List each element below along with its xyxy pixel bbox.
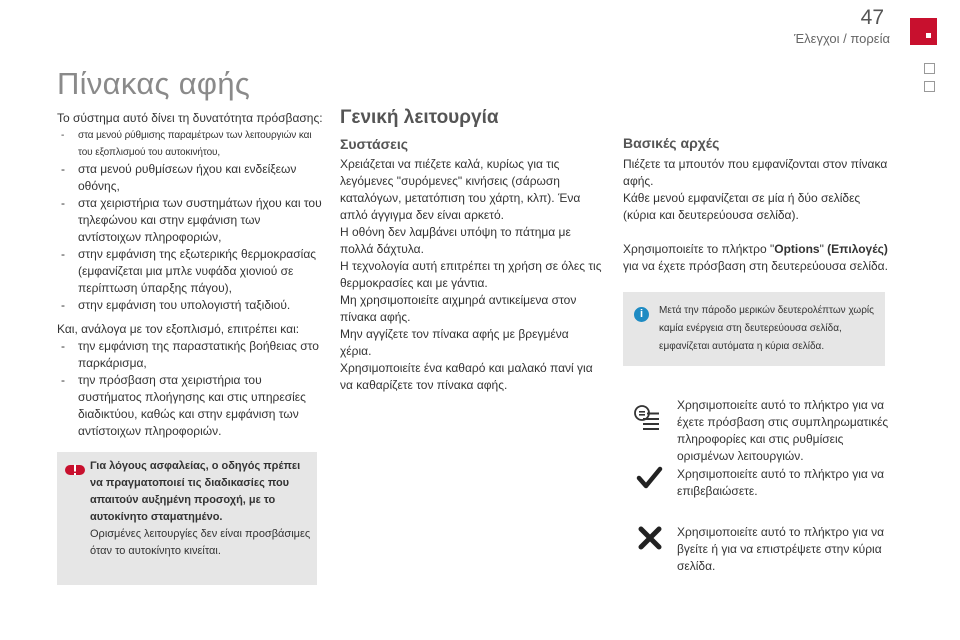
paragraph: Μη χρησιμοποιείτε αιχμηρά αντικείμενα στον πίνακα αφής.: [340, 293, 577, 324]
exit-key-description: Χρησιμοποιείτε αυτό το πλήκτρο για να βγείτε ή για να επιστρέψετε στην κύρια σελίδα.: [677, 525, 885, 573]
info-box: [623, 292, 885, 366]
list-item: - την εμφάνιση της παραστατικής βοήθειας στο παρκάρισμα,: [57, 338, 323, 372]
check-icon: [636, 464, 664, 492]
paragraph: Η τεχνολογία αυτή επιτρέπει τη χρήση σε όλες τις θερμοκρασίες και με γάντια.: [340, 259, 602, 290]
general-heading: Γενική λειτουργία: [340, 107, 499, 128]
equipment-list: [57, 338, 323, 440]
paragraph: Χρησιμοποιείτε ένα καθαρό και μαλακό πανί για να καθαρίζετε τον πίνακα αφής.: [340, 361, 593, 392]
page-title: Πίνακας αφής: [57, 66, 251, 101]
safety-warning-box: [57, 452, 317, 585]
warning-icon: [65, 460, 85, 480]
close-icon: [636, 524, 664, 552]
basics-text: [623, 156, 893, 275]
recommendations-text: [340, 156, 602, 394]
intro-text-2: Και, ανάλογα με τον εξοπλισμό, επιτρέπει και:: [57, 322, 300, 336]
warning-bold: Για λόγους ασφαλείας, ο οδηγός πρέπει να πραγματοποιεί τις διαδικασίες που απαιτούν αυξημένη προσοχή, με το αυτοκίνητο σταματημένο.: [90, 460, 301, 523]
access-list: [57, 127, 323, 314]
paragraph: Η οθόνη δεν λαμβάνει υπόψη το πάτημα με πολλά δάχτυλα.: [340, 225, 571, 256]
warning-text: [90, 458, 312, 560]
paragraph: Πιέζετε τα μπουτόν που εμφανίζονται στον πίνακα αφής.: [623, 157, 888, 188]
confirm-key-description: Χρησιμοποιείτε αυτό το πλήκτρο για να επιβεβαιώσετε.: [677, 467, 885, 498]
options-key-label: Options: [774, 242, 820, 256]
paragraph: Χρειάζεται να πιέζετε καλά, κυρίως για τις λεγόμενες "συρόμενες" κινήσεις (σάρωση καταλόγων, μετατόπιση του χάρτη, κλπ). Ένα απλό άγγιγμα δεν είναι αρκετό.: [340, 157, 581, 222]
info-icon: i: [634, 307, 649, 322]
paragraph: Μην αγγίζετε τον πίνακα αφής με βρεγμένα χέρια.: [340, 327, 569, 358]
recommendations-heading: Συστάσεις: [340, 136, 408, 152]
options-menu-icon: [633, 404, 661, 432]
list-item: - στα χειριστήρια των συστημάτων ήχου και του τηλεφώνου και στην εμφάνιση των αντίστοιχων πληροφοριών,: [57, 195, 323, 246]
chapter-tab-active: [910, 18, 937, 45]
list-item: - την πρόσβαση στα χειριστήρια του συστήματος πλοήγησης και στις υπηρεσίες διαδικτύου, καθώς και στην εμφάνιση των αντίστοιχων πληροφοριών.: [57, 372, 323, 440]
list-item: - στα μενού ρύθμισης παραμέτρων των λειτουργιών και του εξοπλισμού του αυτοκινήτου,: [57, 127, 323, 161]
intro-column: [57, 110, 323, 440]
page-number: 47: [860, 6, 884, 29]
options-key-label-greek: (Επιλογές): [827, 242, 888, 256]
options-paragraph: Χρησιμοποιείτε το πλήκτρο "Options" (Επιλογές) για να έχετε πρόσβαση στη δευτερεύουσα σελίδα.: [623, 242, 888, 273]
section-title: Έλεγχοι / πορεία: [793, 31, 890, 46]
intro-text: Το σύστημα αυτό δίνει τη δυνατότητα πρόσβασης:: [57, 111, 323, 125]
warning-note: Ορισμένες λειτουργίες δεν είναι προσβάσιμες όταν το αυτοκίνητο κινείται.: [90, 528, 311, 557]
list-item: - στην εμφάνιση του υπολογιστή ταξιδιού.: [57, 297, 323, 314]
basics-heading: Βασικές αρχές: [623, 135, 720, 151]
info-text: Μετά την πάροδο μερικών δευτερολέπτων χωρίς καμία ενέργεια στη δευτερεύουσα σελίδα, εμφανίζεται αυτόματα η κύρια σελίδα.: [659, 305, 874, 352]
list-item: - στα μενού ρυθμίσεων ήχου και ενδείξεων οθόνης,: [57, 161, 323, 195]
chapter-tab: [924, 63, 935, 74]
paragraph: Κάθε μενού εμφανίζεται σε μία ή δύο σελίδες (κύρια και δευτερεύουσα σελίδα).: [623, 191, 861, 222]
chapter-tab: [924, 81, 935, 92]
options-key-description: Χρησιμοποιείτε αυτό το πλήκτρο για να έχετε πρόσβαση στις συμπληρωματικές πληροφορίες και στις ρυθμίσεις ορισμένων λειτουργιών.: [677, 398, 889, 463]
list-item: - στην εμφάνιση της εξωτερικής θερμοκρασίας (εμφανίζεται μια μπλε νυφάδα χιονιού σε περίπτωση ύπαρξης πάγου),: [57, 246, 323, 297]
